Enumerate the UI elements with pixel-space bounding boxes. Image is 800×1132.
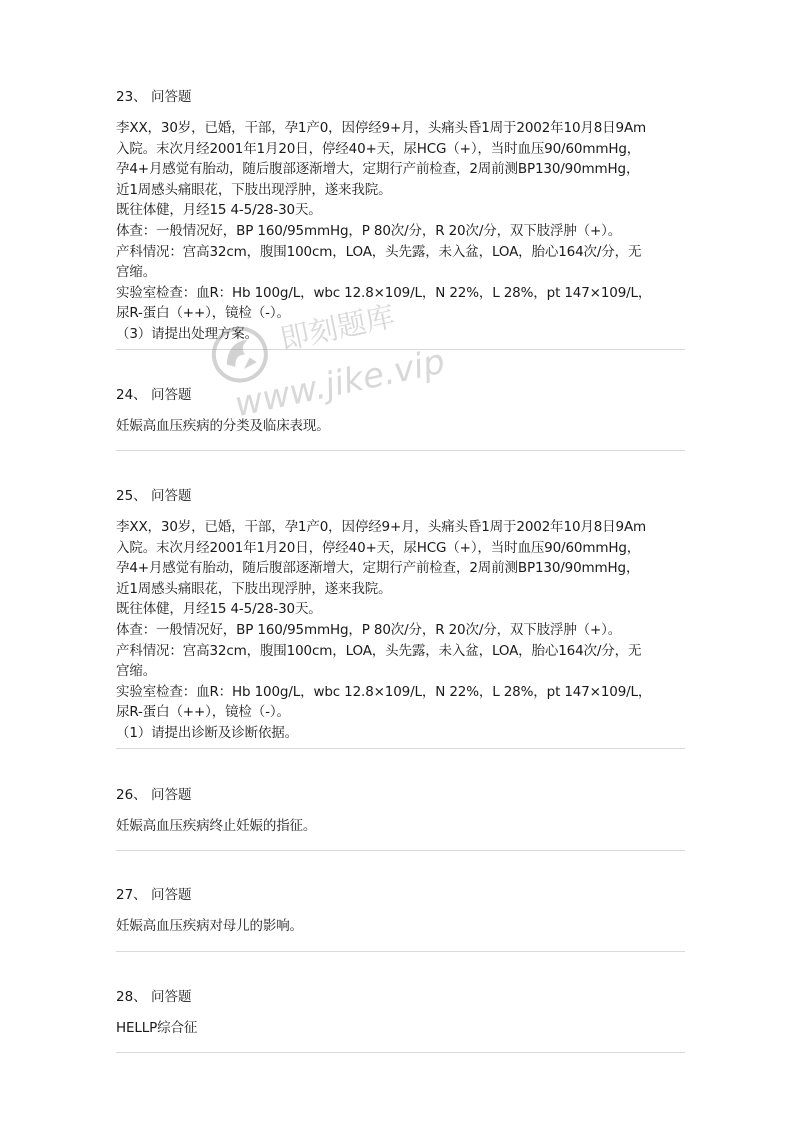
question-line: 孕4+月感觉有胎动，随后腹部逐渐增大，定期行产前检查，2周前测BP130/90mmHg， [116, 161, 640, 178]
question-line: （1）请提出诊断及诊断依据。 [116, 724, 298, 741]
question-body [116, 118, 686, 345]
question-number: 23、 [116, 89, 147, 105]
question-body [116, 916, 686, 937]
question-line: 尿R-蛋白（++），镜检（-）。 [116, 704, 290, 721]
question-type: 问答题 [150, 488, 192, 504]
question-type: 问答题 [150, 89, 192, 105]
question-type: 问答题 [150, 787, 192, 803]
question-type: 问答题 [150, 989, 192, 1005]
divider [116, 349, 685, 350]
question-line: 产科情况：宫高32cm，腹围100cm，LOA，头先露，未入盆，LOA，胎心164次/分，无 [116, 243, 642, 260]
question-number: 24、 [116, 387, 147, 403]
divider [116, 748, 685, 749]
question-23 [116, 88, 686, 345]
divider [116, 951, 685, 952]
question-line: HELLP综合征 [116, 1020, 198, 1036]
watermark-url: www.jike.vip [231, 341, 449, 426]
question-number: 26、 [116, 787, 147, 803]
question-line: 近1周感头痛眼花，下肢出现浮肿，遂来我院。 [116, 181, 392, 198]
question-line: 宫缩。 [116, 663, 157, 680]
question-28 [116, 988, 686, 1039]
question-line: 宫缩。 [116, 264, 157, 281]
question-body [116, 816, 686, 837]
question-line: 李XX，30岁，已婚，干部，孕1产0，因停经9+月，头痛头昏1周于2002年10月8日9Am [116, 120, 647, 136]
divider [116, 1052, 685, 1053]
question-27 [116, 886, 686, 937]
question-line: 既往体健，月经15 4-5/28-30天。 [116, 202, 322, 219]
question-line: （3）请提出处理方案。 [116, 325, 258, 342]
question-number: 28、 [116, 989, 147, 1005]
question-header [116, 988, 686, 1006]
watermark-brand: 即刻题库 [277, 298, 398, 357]
question-number: 27、 [116, 887, 147, 903]
question-24 [116, 386, 686, 437]
question-line: 实验室检查：血R：Hb 100g/L，wbc 12.8×109/L，N 22%，L 28%，pt 147×109/L， [116, 683, 652, 700]
question-line: 入院。末次月经2001年1月20日，停经40+天，尿HCG（+），当时血压90/60mmHg， [116, 539, 641, 556]
question-line: 妊娠高血压疾病对母儿的影响。 [116, 918, 303, 934]
question-header [116, 786, 686, 804]
question-line: 尿R-蛋白（++），镜检（-）。 [116, 305, 290, 322]
question-line: 入院。末次月经2001年1月20日，停经40+天，尿HCG（+），当时血压90/60mmHg， [116, 140, 641, 157]
divider [116, 850, 685, 851]
question-line: 实验室检查：血R：Hb 100g/L，wbc 12.8×109/L，N 22%，L 28%，pt 147×109/L， [116, 284, 652, 301]
question-line: 既往体健，月经15 4-5/28-30天。 [116, 601, 322, 618]
question-line: 体查：一般情况好，BP 160/95mmHg，P 80次/分，R 20次/分，双下肢浮肿（+）。 [116, 222, 622, 239]
question-header [116, 886, 686, 904]
question-header [116, 88, 686, 106]
question-type: 问答题 [150, 887, 192, 903]
question-line: 产科情况：宫高32cm，腹围100cm，LOA，头先露，未入盆，LOA，胎心164次/分，无 [116, 642, 642, 659]
question-body [116, 416, 686, 437]
question-body [116, 517, 686, 744]
question-line: 近1周感头痛眼花，下肢出现浮肿，遂来我院。 [116, 580, 392, 597]
question-26 [116, 786, 686, 837]
question-line: 李XX，30岁，已婚，干部，孕1产0，因停经9+月，头痛头昏1周于2002年10月8日9Am [116, 519, 647, 535]
question-25 [116, 487, 686, 744]
question-type: 问答题 [150, 387, 192, 403]
divider [116, 450, 685, 451]
question-header [116, 487, 686, 505]
question-body [116, 1018, 686, 1039]
question-line: 体查：一般情况好，BP 160/95mmHg，P 80次/分，R 20次/分，双下肢浮肿（+）。 [116, 621, 622, 638]
question-line: 孕4+月感觉有胎动，随后腹部逐渐增大，定期行产前检查，2周前测BP130/90mmHg， [116, 560, 640, 577]
question-number: 25、 [116, 488, 147, 504]
question-header [116, 386, 686, 404]
question-line: 妊娠高血压疾病终止妊娠的指征。 [116, 818, 317, 834]
question-line: 妊娠高血压疾病的分类及临床表现。 [116, 418, 330, 434]
